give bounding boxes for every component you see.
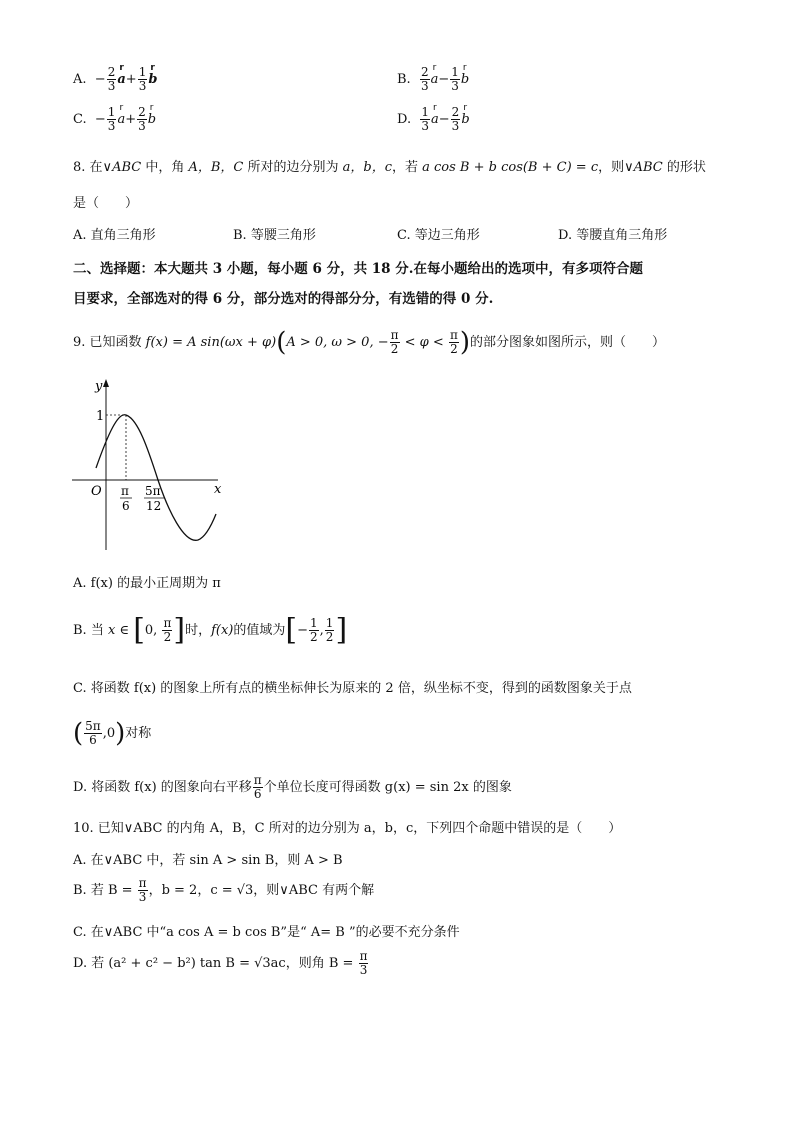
q10-option-b: B. 若 B = $\frac{\pi}{3}$ ，b = 2，c = √3，则∨ABC 有两个解 bbox=[73, 876, 375, 904]
q9-sine-graph bbox=[66, 374, 236, 554]
q8-stem-line2: 是（ ） bbox=[73, 196, 139, 211]
q10-option-c: C. 在∨ABC 中“a cos A = b cos B”是“ A= B ”的必要不充分条件 bbox=[73, 925, 460, 940]
sine-curve bbox=[96, 415, 216, 541]
q8-option-a: A. 直角三角形 bbox=[73, 228, 156, 243]
x-axis-label: x bbox=[214, 482, 222, 497]
tick2-num: 5π bbox=[145, 484, 161, 498]
y-axis-arrow bbox=[103, 379, 109, 387]
q9-option-a: A. f(x) 的最小正周期为 π bbox=[73, 576, 221, 591]
q7-option-c: C. − $\frac{1}{3}$ r a+ $\frac{2}{3}$ r b bbox=[73, 103, 157, 133]
q9-option-c-point: ( $\frac{5\pi}{6}$ ,0)对称 bbox=[73, 718, 152, 749]
q8-option-b: B. 等腰三角形 bbox=[233, 228, 316, 243]
q10-stem: 10. 已知∨ABC 的内角 A，B，C 所对的边分别为 a，b，c，下列四个命题中错误的是（ ） bbox=[73, 821, 622, 836]
q8-option-c: C. 等边三角形 bbox=[397, 228, 480, 243]
origin-label: O bbox=[91, 484, 102, 499]
q7-option-d: D. $\frac{1}{3}$ r a− $\frac{2}{3}$ r b bbox=[397, 103, 470, 133]
tick1-num: π bbox=[121, 484, 129, 498]
q9-option-c: C. 将函数 f(x) 的图象上所有点的横坐标伸长为原来的 2 倍，纵坐标不变，得到的函数图象关于点 bbox=[73, 681, 632, 696]
y-axis-label: y bbox=[95, 379, 103, 394]
q9-stem: 9. 已知函数 f(x) = A sin(ωx + φ)(A > 0, ω > 0, − $\frac{\pi}{2}$ < φ < $\frac{\pi}{2}$ )的部分图象如图所示，则（ ） bbox=[73, 327, 665, 358]
q10-option-a: A. 在∨ABC 中，若 sin A > sin B，则 A > B bbox=[73, 853, 343, 868]
q8-option-d: D. 等腰直角三角形 bbox=[558, 228, 668, 243]
tick2-den: 12 bbox=[146, 499, 162, 513]
tick1-den: 6 bbox=[122, 499, 130, 513]
q7-option-b: B. $\frac{2}{3}$ r a− $\frac{1}{3}$ r b bbox=[397, 63, 470, 93]
max-value-label: 1 bbox=[96, 409, 105, 424]
q9-option-d: D. 将函数 f(x) 的图象向右平移 $\frac{\pi}{6}$ 个单位长度可得函数 g(x) = sin 2x 的图象 bbox=[73, 773, 512, 801]
q9-option-b: B. 当 x ∈ [0, $\frac{\pi}{2}$ ]时，f(x)的值域为[− $\frac{1}{2}$ , $\frac{1}{2}$ ] bbox=[73, 612, 348, 648]
q8-stem: 8. 在∨ABC 中，角 A，B，C 所对的边分别为 a，b，c，若 a cos B + b cos(B + C) = c，则∨ABC 的形状 bbox=[73, 160, 706, 175]
section-2-header-line2: 目要求，全部选对的得 6 分，部分选对的得部分分，有选错的得 0 分. bbox=[73, 291, 494, 307]
q10-option-d: D. 若 (a² + c² − b²) tan B = √3ac，则角 B = $\frac{\pi}{3}$ bbox=[73, 949, 368, 977]
section-2-header: 二、选择题：本大题共 3 小题，每小题 6 分，共 18 分.在每小题给出的选项中，有多项符合题 bbox=[73, 261, 643, 277]
q7-option-a: A. − $\frac{2}{3}$ r a+ $\frac{1}{3}$ r b bbox=[73, 63, 158, 93]
